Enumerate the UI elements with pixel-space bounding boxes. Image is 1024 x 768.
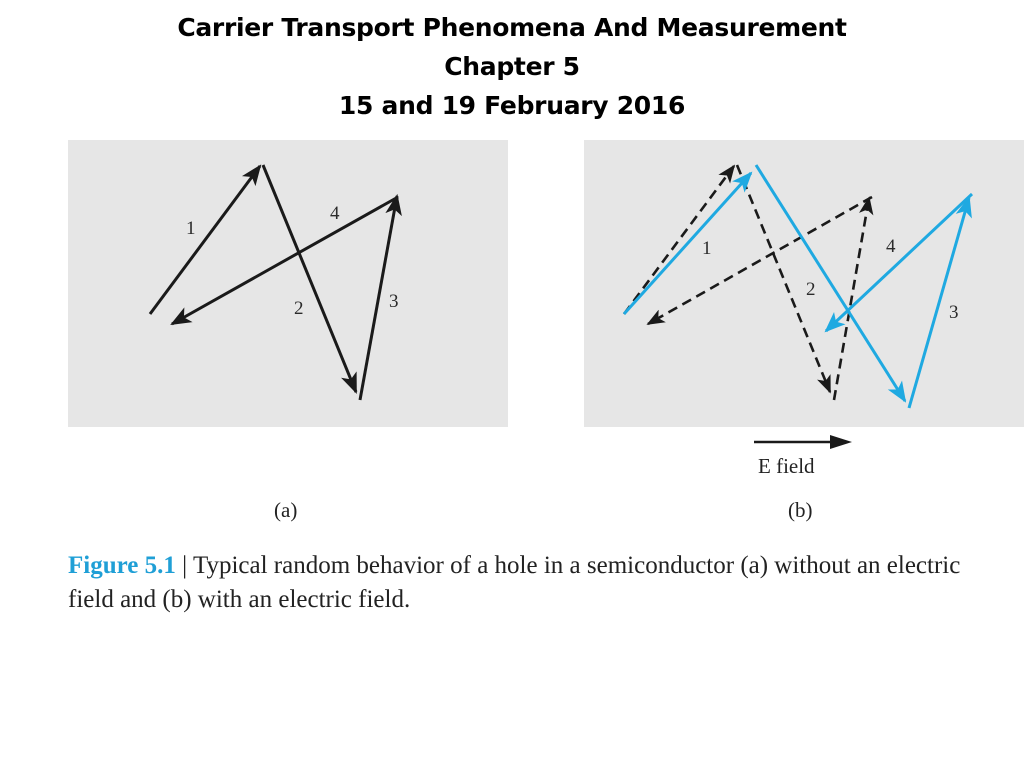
path-b-field-segment-2: [756, 165, 905, 401]
slide-title: [0, 8, 1024, 125]
label-b-3: 3: [949, 302, 959, 323]
panel-a-diagram: [68, 140, 508, 427]
caption-separator: |: [175, 552, 193, 579]
label-b-2: 2: [806, 279, 816, 300]
label-a-1: 1: [186, 218, 196, 239]
label-a-3: 3: [389, 291, 399, 312]
panel-b-with-field: [584, 140, 1024, 427]
caption-text: Typical random behavior of a hole in a semiconductor (a) without an electric field and (b) with an electric field.: [68, 552, 961, 613]
label-a-2: 2: [294, 298, 304, 319]
path-b-field-segment-1: [624, 173, 751, 314]
path-b-field-segment-3: [909, 198, 969, 408]
figure-caption: [68, 549, 998, 617]
panel-b-sublabel: (b): [788, 498, 813, 522]
e-field-label: E field: [758, 454, 815, 478]
figure-number: Figure 5.1: [68, 552, 176, 579]
panel-a-sublabel: (a): [274, 498, 298, 522]
path-a-segment-1: [150, 166, 260, 314]
path-b-dashed-segment-4: [648, 197, 872, 324]
title-line-3: 15 and 19 February 2016: [338, 91, 686, 120]
label-b-1: 1: [702, 238, 712, 259]
title-line-1: Carrier Transport Phenomena And Measurement: [177, 13, 847, 42]
path-b-dashed-segment-2: [737, 165, 830, 392]
e-field-arrow: [752, 430, 862, 454]
title-line-2: Chapter 5: [444, 52, 580, 81]
label-a-4: 4: [330, 203, 340, 224]
panel-b-diagram: [584, 140, 1024, 427]
panel-a-no-field: [68, 140, 508, 427]
path-b-dashed-segment-1: [624, 166, 734, 314]
path-a-segment-2: [263, 165, 356, 392]
label-b-4: 4: [886, 236, 896, 257]
